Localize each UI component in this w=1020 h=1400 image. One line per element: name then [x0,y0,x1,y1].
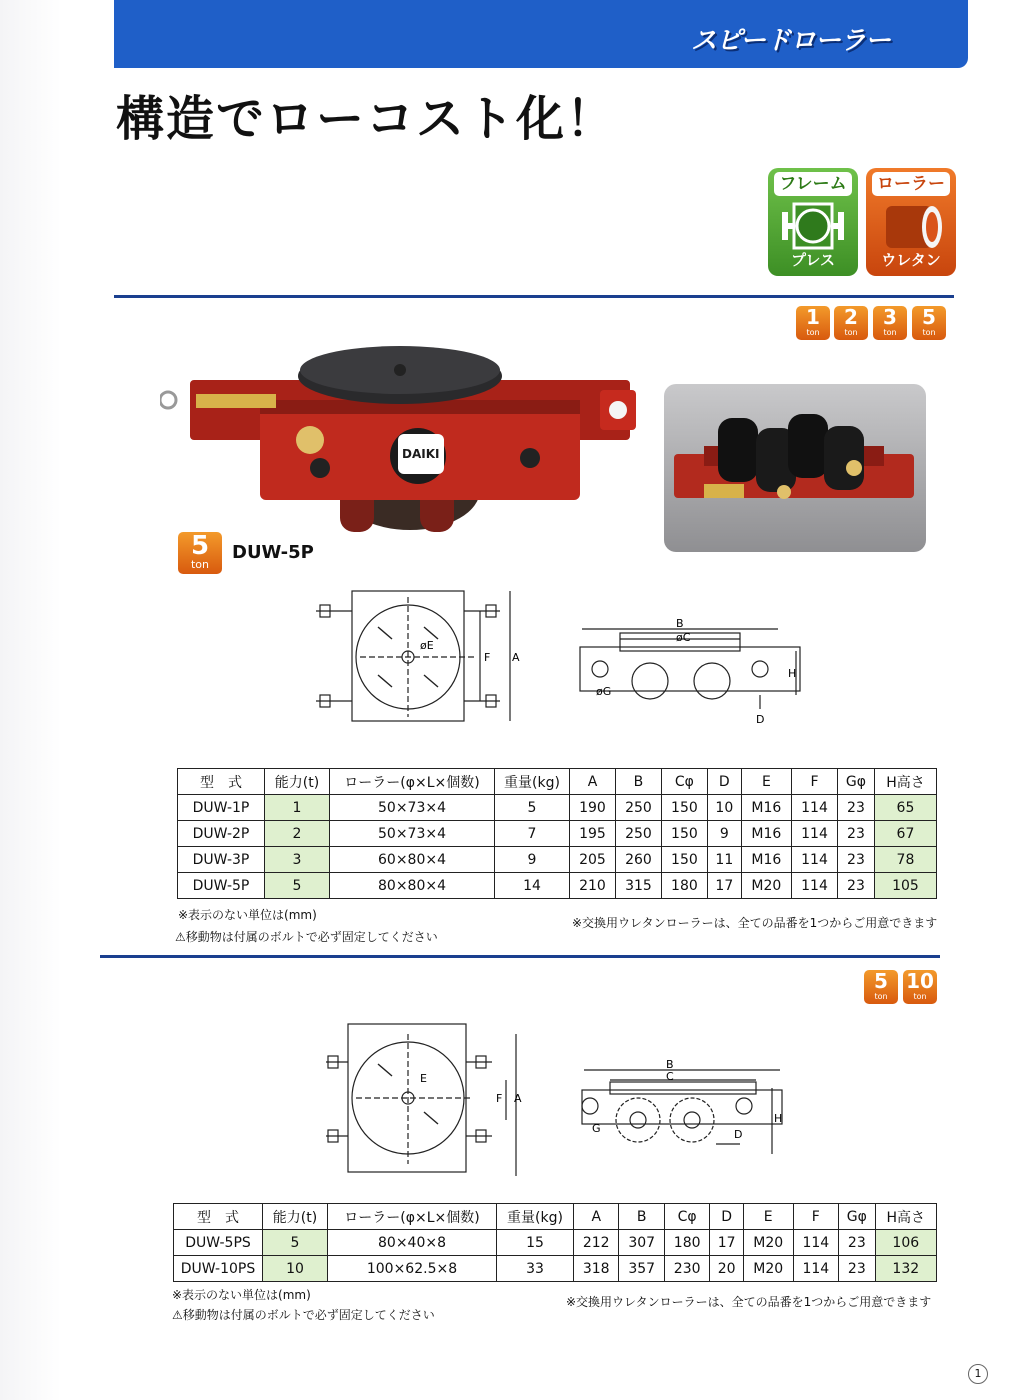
table-row: DUW-1P 1 50×73×4 5 190 250 150 10 M16 114 23 65 [178,795,937,821]
section-rule-2 [100,955,940,958]
header-band [114,0,968,68]
frame-feature-badge [768,168,858,276]
roller-label: ローラー [872,172,950,196]
col-header-capacity: 能力(t) [265,769,330,795]
col-header-d: D [707,769,741,795]
table-row: DUW-5PS 5 80×40×8 15 212 307 180 17 M20 114 23 106 [174,1230,937,1256]
col-header-c: Cφ [664,1204,709,1230]
dim2-label-e: E [420,1072,427,1085]
col-header-f: F [793,1204,838,1230]
ton-badge-1: 1 ton [796,306,830,340]
ton-badge-2: 2 ton [834,306,868,340]
dim2-label-c: C [666,1070,674,1083]
unit-note-2: ※表示のない単位は(mm) [172,1288,311,1302]
col-header-weight: 重量(kg) [497,1204,574,1230]
col-header-roller: ローラー(φ×L×個数) [330,769,495,795]
table-row: DUW-3P 3 60×80×4 9 205 260 150 11 M16 114 23 78 [178,847,937,873]
col-header-roller: ローラー(φ×L×個数) [328,1204,497,1230]
model-name: DUW-5P [232,542,314,563]
col-header-c: Cφ [661,769,707,795]
product-photo-duw-5p [160,340,640,540]
ton-badge-10-bottom: 10 ton [903,970,937,1004]
dim-label-c: øC [676,631,691,644]
roller-feature-badge [866,168,956,276]
dim2-label-d: D [734,1128,743,1141]
col-header-e: E [741,769,791,795]
product-underside-illustration [664,384,926,552]
col-header-b: B [619,1204,664,1230]
col-header-d: D [710,1204,743,1230]
col-header-b: B [615,769,661,795]
col-header-weight: 重量(kg) [495,769,570,795]
daiki-logo-text: DAIKI [402,447,440,461]
roller-value: ウレタン [881,251,941,269]
dim2-label-g: G [592,1122,601,1135]
dim-label-d: D [756,713,765,726]
table-header-row [178,769,937,795]
frame-value: プレス [791,251,835,269]
technical-drawing-2 [320,1020,800,1185]
exchange-note-1: ※交換用ウレタンローラーは、全ての品番を1つからご用意できます [572,916,938,930]
dim2-label-h: H [774,1112,783,1125]
col-header-f: F [792,769,838,795]
ton-badge-5: 5 ton [912,306,946,340]
dim-label-h: H [788,667,797,680]
page-headline: 構造でローコスト化！ [116,91,617,147]
page-number: 1 [968,1364,988,1384]
col-header-model: 型 式 [174,1204,263,1230]
spec-table-1 [177,768,937,899]
product-photo-underside [664,384,926,552]
spec-table-2 [173,1203,937,1282]
dim2-label-a: A [514,1092,522,1105]
model-ton-badge: 5 ton [178,532,222,574]
brand-logo: スピードローラー [691,26,890,56]
dim2-label-b: B [666,1058,674,1071]
frame-label: フレーム [774,172,852,196]
table-row: DUW-5P 5 80×80×4 14 210 315 180 17 M20 114 23 105 [178,873,937,899]
col-header-a: A [570,769,616,795]
col-header-g: Gφ [839,1204,876,1230]
unit-note-1: ※表示のない単位は(mm) [178,908,317,922]
exchange-note-2: ※交換用ウレタンローラーは、全ての品番を1つからご用意できます [566,1295,932,1309]
col-header-a: A [574,1204,619,1230]
dim-label-a: A [512,651,520,664]
col-header-capacity: 能力(t) [263,1204,328,1230]
dim-label-g: øG [596,685,612,698]
warning-note-1: ⚠移動物は付属のボルトで必ず固定してください [175,930,438,944]
col-header-model: 型 式 [178,769,265,795]
ton-badge-5-bottom: 5 ton [864,970,898,1004]
dim-label-e: øE [420,639,434,652]
table-row: DUW-10PS 10 100×62.5×8 33 318 357 230 20 M20 114 23 132 [174,1256,937,1282]
col-header-h: H高さ [874,769,936,795]
dim-label-f: F [484,651,491,664]
section-rule-1 [114,295,954,298]
technical-drawing-1 [300,585,820,735]
dim2-label-f: F [496,1092,503,1105]
dim-label-b: B [676,617,684,630]
col-header-e: E [743,1204,793,1230]
table-header-row [174,1204,937,1230]
table-row: DUW-2P 2 50×73×4 7 195 250 150 9 M16 114 23 67 [178,821,937,847]
col-header-h: H高さ [875,1204,936,1230]
col-header-g: Gφ [837,769,874,795]
ton-badge-3: 3 ton [873,306,907,340]
warning-note-2: ⚠移動物は付属のボルトで必ず固定してください [172,1308,435,1322]
